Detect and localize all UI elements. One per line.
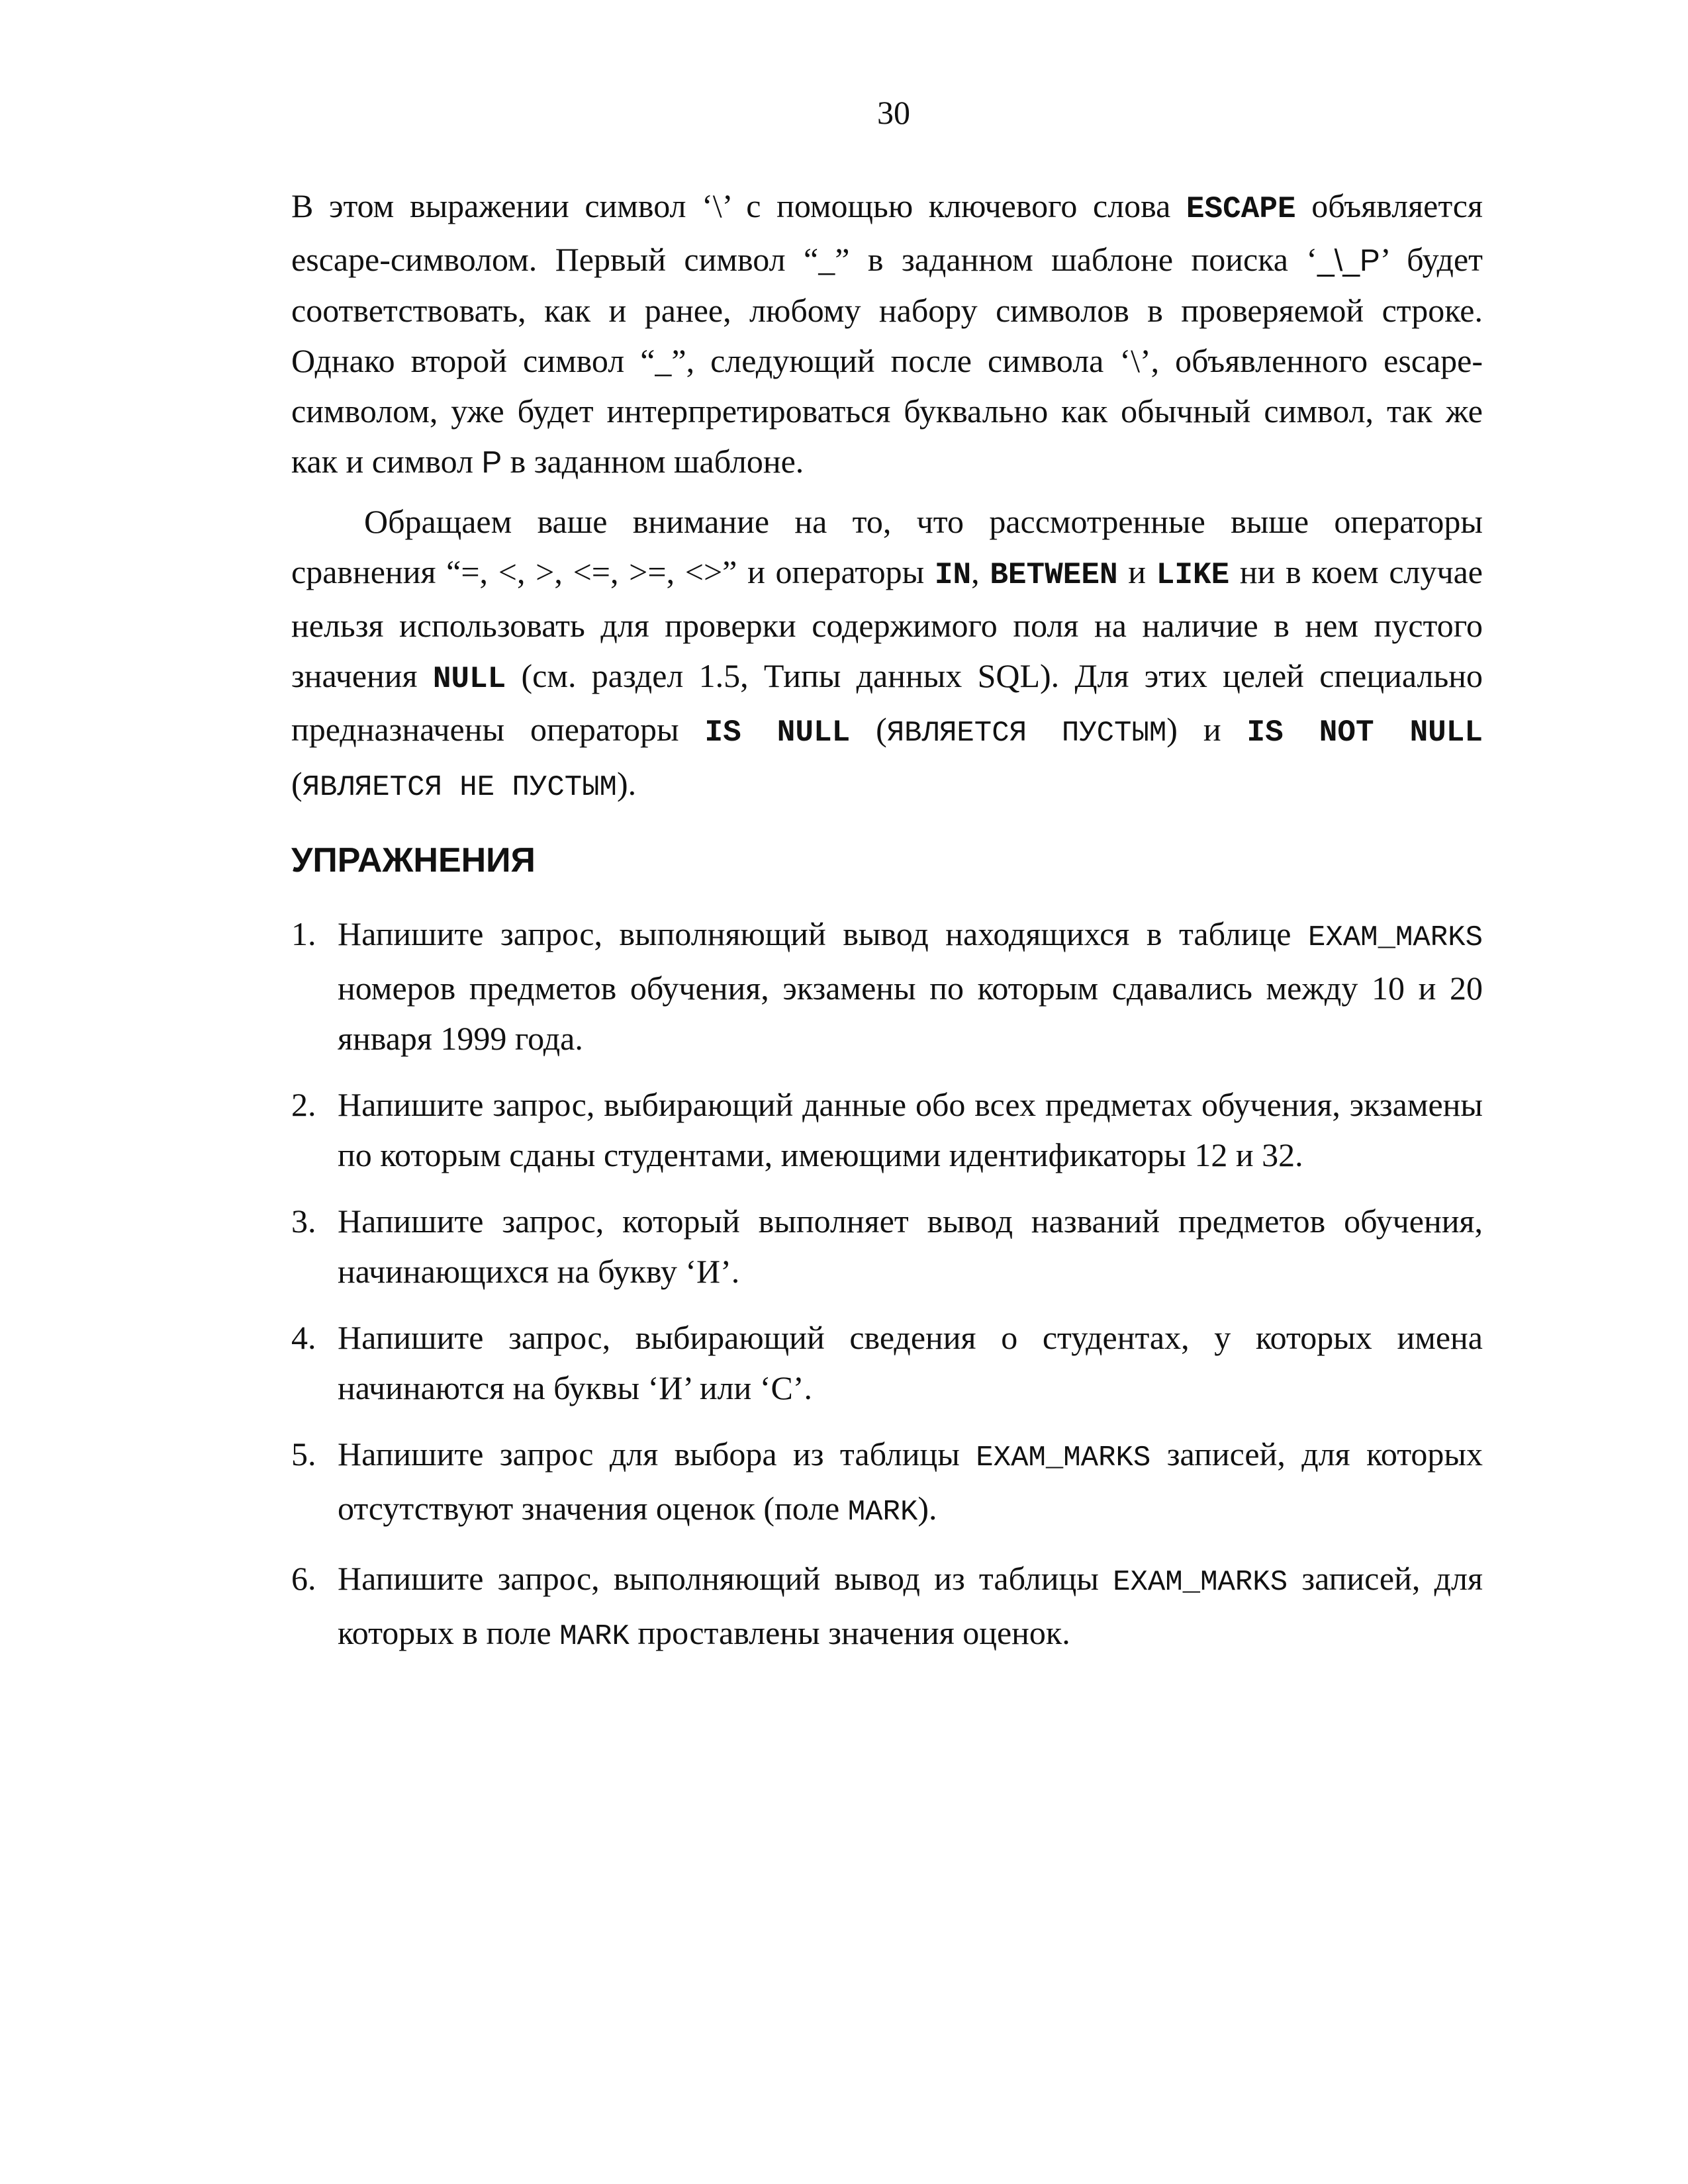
paragraph-null-text xyxy=(291,496,1483,813)
keyword-is-not-null: IS NOT NULL xyxy=(1246,715,1483,750)
exercise-item xyxy=(291,909,1483,1064)
exercise-number: 5. xyxy=(291,1435,316,1473)
exercise-number: 1. xyxy=(291,915,316,952)
table-name-code: EXAM_MARKS xyxy=(976,1441,1151,1475)
exercise-text: Напишите запрос, выбирающий данные обо всех предметах обучения, экзамены по которым сданы студентами, имеющими идентификаторы 12 и 32. xyxy=(338,1086,1483,1173)
text-run: Обращаем ваше внимание на то, что рассмотренные выше операторы сравнения “=, <, >, <=, >=, <>” и операторы xyxy=(291,503,1483,590)
text-run: ) и xyxy=(1166,711,1247,748)
table-name-code: EXAM_MARKS xyxy=(1113,1566,1288,1599)
exercise-text: Напишите запрос, выполняющий вывод из таблицы xyxy=(338,1560,1113,1597)
exercise-item xyxy=(291,1312,1483,1413)
paragraph-escape-text xyxy=(291,181,1483,487)
text-run: ’ будет соответствовать, как и ранее, любому набору символов в проверяемой строке. Однако второй символ “_”, следующий после символа ‘\’, объявленного escape-символом, уже будет интерпретироваться буквально как обычный символ, так же как и символ xyxy=(291,241,1483,480)
page-number: 30 xyxy=(877,94,910,131)
paragraph-null xyxy=(291,496,1483,813)
pattern-literal: _\_P xyxy=(1317,243,1380,277)
text-run: ( xyxy=(291,765,303,802)
exercise-text: записей, для которых в поле xyxy=(338,1560,1483,1651)
keyword-null: NULL xyxy=(432,662,506,696)
text-run: , xyxy=(971,553,990,590)
exercise-text: Напишите запрос, выбирающий сведения о студентах, у которых имена начинаются на буквы ‘И’ или ‘С’. xyxy=(338,1319,1483,1406)
is-not-null-translation: ЯВЛЯЕТСЯ НЕ ПУСТЫМ xyxy=(302,771,617,804)
exercise-item xyxy=(291,1196,1483,1297)
exercise-text: Напишите запрос, который выполняет вывод названий предметов обучения, начинающихся на букву ‘И’. xyxy=(338,1203,1483,1290)
exercise-text: номеров предметов обучения, экзамены по которым сдавались между 10 и 20 января 1999 года. xyxy=(338,970,1483,1057)
exercise-number: 3. xyxy=(291,1203,316,1240)
text-run: и xyxy=(1117,553,1156,590)
keyword-in: IN xyxy=(934,558,972,592)
exercise-text: проставлены значения оценок. xyxy=(629,1614,1070,1651)
text-run: в заданном шаблоне. xyxy=(502,443,804,480)
exercise-item xyxy=(291,1553,1483,1662)
exercise-text: записей, для которых отсутствуют значения оценок (поле xyxy=(338,1435,1483,1527)
keyword-between: BETWEEN xyxy=(990,558,1118,592)
exercise-text: Напишите запрос, выполняющий вывод находящихся в таблице xyxy=(338,915,1308,952)
text-run: (см. раздел 1.5, Типы данных SQL). Для этих целей специально предназначены операторы xyxy=(291,657,1483,748)
exercise-text: ). xyxy=(917,1490,937,1527)
text-run: ни в коем случае нельзя использовать для проверки содержимого поля на наличие в нем пустого значения xyxy=(291,553,1483,694)
field-name-code: MARK xyxy=(559,1620,630,1653)
symbol-p: P xyxy=(481,445,502,479)
keyword-is-null: IS NULL xyxy=(704,715,851,750)
exercise-item xyxy=(291,1079,1483,1180)
exercise-number: 4. xyxy=(291,1319,316,1356)
text-run: ( xyxy=(850,711,887,748)
section-heading: УПРАЖНЕНИЯ xyxy=(291,841,536,880)
table-name-code: EXAM_MARKS xyxy=(1307,921,1483,954)
exercise-list xyxy=(291,909,1483,1678)
keyword-escape: ESCAPE xyxy=(1186,192,1296,226)
exercise-number: 2. xyxy=(291,1086,316,1123)
text-run: объявляется escape-символом. Первый символ “_” в заданном шаблоне поиска ‘ xyxy=(291,187,1483,278)
text-run: ). xyxy=(616,765,637,802)
exercise-item xyxy=(291,1429,1483,1537)
paragraph-escape xyxy=(291,181,1483,487)
field-name-code: MARK xyxy=(847,1496,918,1529)
exercise-text: Напишите запрос для выбора из таблицы xyxy=(338,1435,976,1473)
exercise-number: 6. xyxy=(291,1560,316,1597)
is-null-translation: ЯВЛЯЕТСЯ ПУСТЫМ xyxy=(886,717,1167,750)
text-run: В этом выражении символ ‘\’ с помощью ключевого слова xyxy=(291,187,1186,224)
keyword-like: LIKE xyxy=(1156,558,1230,592)
